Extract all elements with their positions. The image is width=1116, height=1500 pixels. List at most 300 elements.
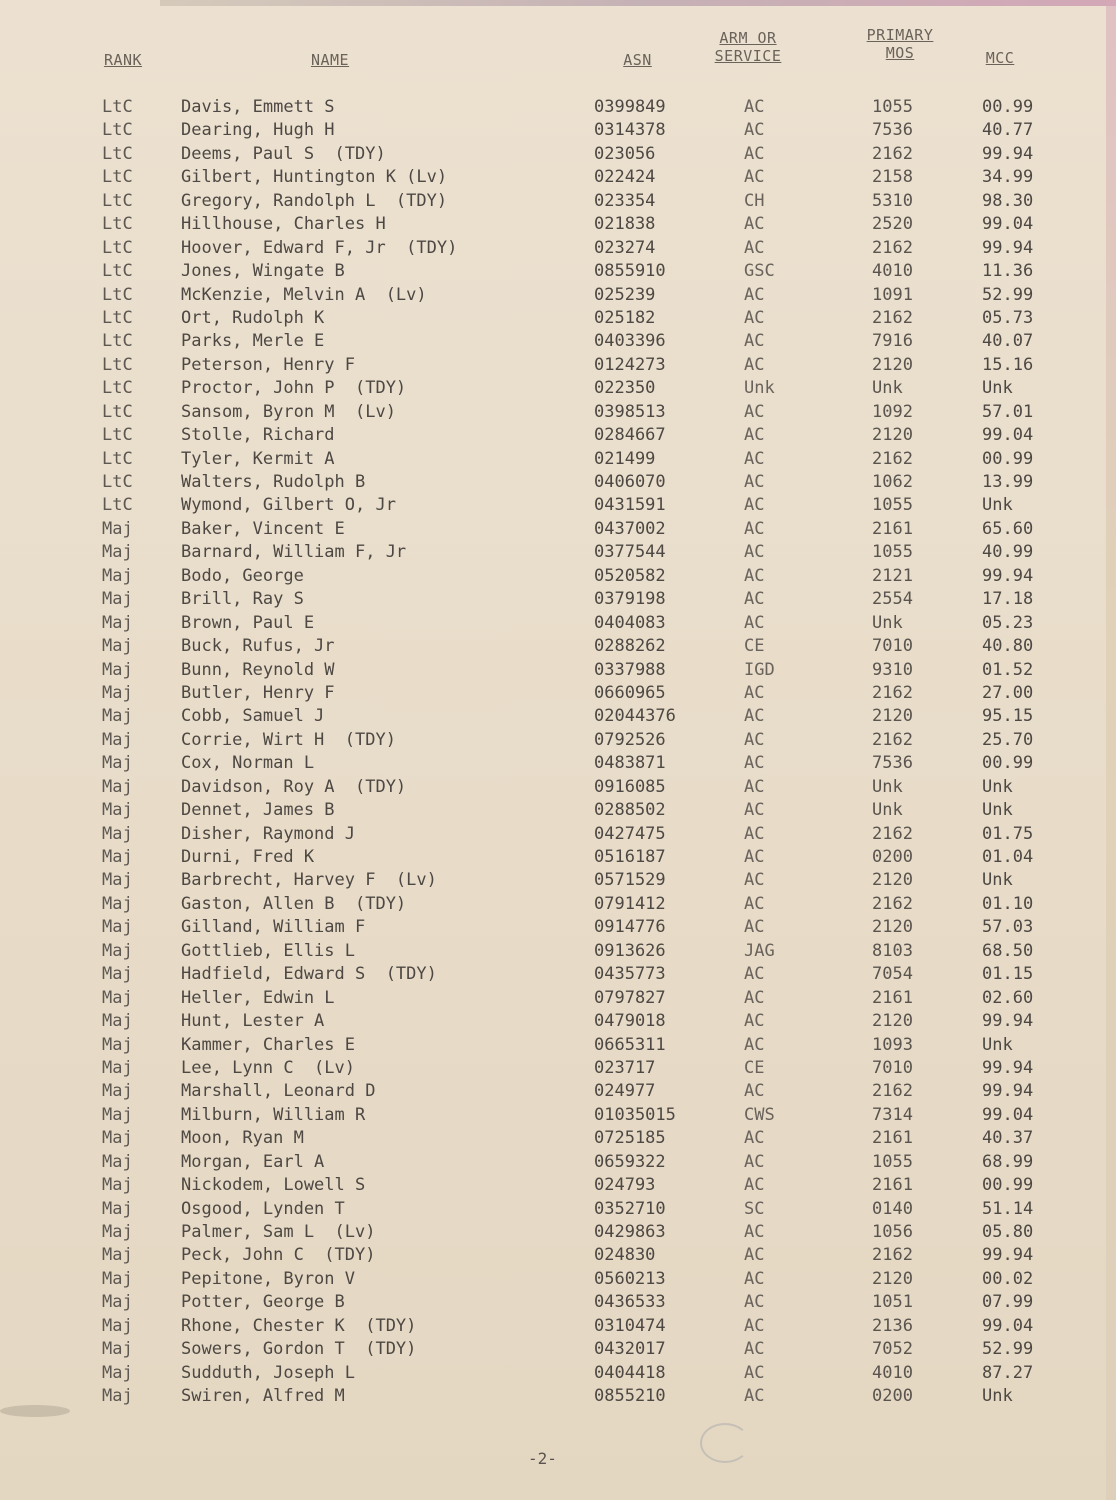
- cell-mos: 1093: [872, 1034, 913, 1055]
- cell-mcc: 99.04: [982, 1315, 1034, 1336]
- cell-name: Buck, Rufus, Jr: [181, 636, 335, 657]
- table-row: [0, 987, 1116, 1010]
- cell-mcc: Unk: [982, 1034, 1013, 1055]
- cell-mcc: 87.27: [982, 1362, 1034, 1383]
- cell-mcc: 07.99: [982, 1292, 1034, 1313]
- cell-asn: 0855210: [594, 1386, 666, 1407]
- cell-name: Disher, Raymond J: [181, 823, 355, 844]
- cell-rank: Maj: [102, 1081, 133, 1102]
- ink-smudge: [700, 1423, 750, 1463]
- cell-mcc: 01.75: [982, 823, 1034, 844]
- cell-rank: Maj: [102, 729, 133, 750]
- cell-asn: 0124273: [594, 354, 666, 375]
- cell-arm: AC: [744, 284, 765, 305]
- table-row: [0, 1385, 1116, 1408]
- table-row: [0, 1315, 1116, 1338]
- cell-asn: 0352710: [594, 1198, 666, 1219]
- cell-name: Peck, John C (TDY): [181, 1245, 376, 1266]
- cell-mos: 2162: [872, 448, 913, 469]
- cell-name: Corrie, Wirt H (TDY): [181, 729, 396, 750]
- header-primary-mos: [850, 26, 950, 62]
- cell-mos: 2120: [872, 1268, 913, 1289]
- cell-mcc: 01.52: [982, 659, 1034, 680]
- cell-mos: 1055: [872, 542, 913, 563]
- cell-mos: Unk: [872, 378, 903, 399]
- cell-rank: Maj: [102, 1034, 133, 1055]
- cell-arm: SC: [744, 1198, 765, 1219]
- cell-arm: AC: [744, 823, 765, 844]
- cell-name: Gaston, Allen B (TDY): [181, 893, 407, 914]
- cell-rank: Maj: [102, 1151, 133, 1172]
- cell-mcc: Unk: [982, 1386, 1013, 1407]
- cell-name: Gilbert, Huntington K (Lv): [181, 167, 448, 188]
- cell-name: Bodo, George: [181, 565, 304, 586]
- cell-arm: AC: [744, 307, 765, 328]
- cell-rank: Maj: [102, 1222, 133, 1242]
- table-row: [0, 869, 1116, 892]
- cell-asn: 0914776: [594, 917, 666, 938]
- cell-asn: 023274: [594, 237, 656, 258]
- cell-rank: Maj: [102, 1011, 133, 1032]
- cell-mos: 1091: [872, 284, 913, 305]
- cell-asn: 0797827: [594, 987, 666, 1008]
- table-row: [0, 659, 1116, 682]
- cell-mos: 1055: [872, 495, 913, 516]
- cell-name: Brill, Ray S: [181, 589, 304, 610]
- cell-asn: 0479018: [594, 1011, 666, 1032]
- cell-rank: LtC: [102, 97, 133, 117]
- table-row: [0, 307, 1116, 330]
- cell-arm: AC: [744, 917, 765, 938]
- cell-arm: AC: [744, 706, 765, 727]
- cell-mos: Unk: [872, 776, 903, 797]
- cell-arm: AC: [744, 682, 765, 703]
- cell-name: Butler, Henry F: [181, 682, 335, 703]
- cell-arm: AC: [744, 1386, 765, 1407]
- cell-arm: AC: [744, 729, 765, 750]
- cell-asn: 01035015: [594, 1104, 676, 1125]
- cell-rank: LtC: [102, 237, 133, 258]
- table-row: [0, 729, 1116, 752]
- cell-mos: 2161: [872, 518, 913, 539]
- cell-rank: Maj: [102, 589, 133, 610]
- cell-mcc: 98.30: [982, 190, 1034, 211]
- cell-name: Moon, Ryan M: [181, 1128, 304, 1149]
- cell-asn: 0377544: [594, 542, 666, 563]
- cell-rank: Maj: [102, 612, 133, 633]
- cell-rank: Maj: [102, 565, 133, 586]
- cell-asn: 0660965: [594, 682, 666, 703]
- cell-name: Milburn, William R: [181, 1104, 366, 1125]
- cell-name: McKenzie, Melvin A (Lv): [181, 284, 427, 305]
- table-row: [0, 1034, 1116, 1057]
- cell-mcc: 00.99: [982, 448, 1034, 469]
- cell-name: Walters, Rudolph B: [181, 472, 366, 492]
- cell-mcc: 95.15: [982, 706, 1034, 727]
- cell-asn: 0310474: [594, 1315, 666, 1336]
- table-row: [0, 518, 1116, 541]
- table-row: [0, 1151, 1116, 1174]
- cell-name: Wymond, Gilbert O, Jr: [181, 495, 396, 516]
- cell-asn: 025239: [594, 284, 656, 305]
- cell-name: Brown, Paul E: [181, 612, 315, 633]
- cell-mos: 7916: [872, 331, 913, 352]
- cell-mos: 2158: [872, 167, 913, 188]
- cell-arm: AC: [744, 472, 765, 492]
- cell-mos: 7054: [872, 964, 913, 985]
- cell-asn: 0379198: [594, 589, 666, 610]
- cell-mcc: 17.18: [982, 589, 1034, 610]
- cell-name: Parks, Merle E: [181, 331, 325, 352]
- cell-mos: 2136: [872, 1315, 913, 1336]
- table-row: [0, 1174, 1116, 1197]
- header-name: [300, 51, 360, 69]
- cell-asn: 023354: [594, 190, 656, 211]
- cell-rank: Maj: [102, 823, 133, 844]
- cell-name: Deems, Paul S (TDY): [181, 143, 386, 164]
- cell-arm: AC: [744, 448, 765, 469]
- cell-asn: 0520582: [594, 565, 666, 586]
- cell-mos: 2161: [872, 1175, 913, 1196]
- cell-mos: 7010: [872, 1057, 913, 1078]
- cell-mcc: 02.60: [982, 987, 1034, 1008]
- cell-mos: 0140: [872, 1198, 913, 1219]
- table-row: [0, 471, 1116, 494]
- cell-rank: Maj: [102, 940, 133, 961]
- cell-arm: AC: [744, 495, 765, 516]
- cell-asn: 021838: [594, 214, 656, 235]
- cell-rank: LtC: [102, 472, 133, 492]
- table-row: [0, 940, 1116, 963]
- cell-name: Gottlieb, Ellis L: [181, 940, 355, 961]
- cell-rank: Maj: [102, 800, 133, 821]
- cell-asn: 022350: [594, 378, 656, 399]
- cell-rank: Maj: [102, 1339, 133, 1360]
- cell-mos: 9310: [872, 659, 913, 680]
- cell-mcc: 00.99: [982, 753, 1034, 774]
- cell-asn: 0432017: [594, 1339, 666, 1360]
- cell-mos: 2162: [872, 729, 913, 750]
- cell-rank: LtC: [102, 120, 133, 141]
- cell-name: Sansom, Byron M (Lv): [181, 401, 396, 422]
- table-row: [0, 494, 1116, 517]
- cell-mos: 1051: [872, 1292, 913, 1313]
- cell-name: Morgan, Earl A: [181, 1151, 325, 1172]
- cell-mos: 2120: [872, 354, 913, 375]
- cell-arm: AC: [744, 120, 765, 141]
- cell-asn: 025182: [594, 307, 656, 328]
- cell-mcc: 99.94: [982, 143, 1034, 164]
- table-row: [0, 1244, 1116, 1267]
- cell-asn: 022424: [594, 167, 656, 188]
- header-arm-line2: SERVICE: [714, 47, 782, 65]
- cell-name: Nickodem, Lowell S: [181, 1175, 366, 1196]
- table-row: [0, 682, 1116, 705]
- cell-asn: 021499: [594, 448, 656, 469]
- cell-rank: LtC: [102, 261, 133, 282]
- table-row: [0, 588, 1116, 611]
- cell-mos: 4010: [872, 261, 913, 282]
- cell-arm: AC: [744, 237, 765, 258]
- cell-asn: 0288262: [594, 636, 666, 657]
- cell-arm: GSC: [744, 261, 775, 282]
- cell-mcc: 99.94: [982, 1057, 1034, 1078]
- cell-mos: 7536: [872, 753, 913, 774]
- cell-rank: Maj: [102, 987, 133, 1008]
- cell-rank: LtC: [102, 284, 133, 305]
- cell-mos: 1092: [872, 401, 913, 422]
- cell-asn: 0792526: [594, 729, 666, 750]
- cell-asn: 0435773: [594, 964, 666, 985]
- cell-arm: CH: [744, 190, 765, 211]
- header-mos-line1: PRIMARY: [866, 26, 934, 44]
- cell-arm: AC: [744, 1128, 765, 1149]
- cell-name: Gilland, William F: [181, 917, 366, 938]
- cell-name: Heller, Edwin L: [181, 987, 335, 1008]
- cell-asn: 0791412: [594, 893, 666, 914]
- cell-asn: 0398513: [594, 401, 666, 422]
- cell-asn: 0560213: [594, 1268, 666, 1289]
- table-row: [0, 166, 1116, 189]
- cell-asn: 0314378: [594, 120, 666, 141]
- header-rank-label: RANK: [103, 51, 143, 69]
- cell-mcc: 25.70: [982, 729, 1034, 750]
- cell-name: Ort, Rudolph K: [181, 307, 325, 328]
- table-row: [0, 237, 1116, 260]
- table-row: [0, 612, 1116, 635]
- cell-mos: 2162: [872, 682, 913, 703]
- cell-arm: CE: [744, 636, 765, 657]
- cell-asn: 0516187: [594, 847, 666, 867]
- cell-asn: 0404083: [594, 612, 666, 633]
- cell-rank: LtC: [102, 167, 133, 188]
- cell-name: Kammer, Charles E: [181, 1034, 355, 1055]
- cell-mcc: 01.04: [982, 847, 1034, 867]
- page-number: -2-: [528, 1449, 557, 1468]
- header-asn-label: ASN: [623, 51, 652, 69]
- cell-arm: AC: [744, 542, 765, 563]
- cell-mos: 2162: [872, 1245, 913, 1266]
- cell-rank: Maj: [102, 682, 133, 703]
- cell-mos: 2162: [872, 143, 913, 164]
- cell-name: Bunn, Reynold W: [181, 659, 335, 680]
- cell-arm: AC: [744, 1151, 765, 1172]
- cell-arm: CWS: [744, 1104, 775, 1125]
- cell-arm: AC: [744, 1362, 765, 1383]
- cell-arm: AC: [744, 800, 765, 821]
- table-row: [0, 213, 1116, 236]
- cell-arm: AC: [744, 987, 765, 1008]
- cell-asn: 0427475: [594, 823, 666, 844]
- cell-asn: 0913626: [594, 940, 666, 961]
- cell-mcc: 52.99: [982, 1339, 1034, 1360]
- header-arm-line1: ARM OR: [719, 29, 777, 47]
- cell-arm: AC: [744, 1081, 765, 1102]
- cell-mos: 2162: [872, 893, 913, 914]
- cell-asn: 0288502: [594, 800, 666, 821]
- cell-rank: Maj: [102, 1175, 133, 1196]
- table-row: [0, 565, 1116, 588]
- cell-rank: Maj: [102, 1104, 133, 1125]
- table-row: [0, 799, 1116, 822]
- cell-mos: 2161: [872, 1128, 913, 1149]
- cell-mos: 4010: [872, 1362, 913, 1383]
- table-row: [0, 96, 1116, 119]
- header-asn: [615, 51, 660, 69]
- cell-mos: 0200: [872, 1386, 913, 1407]
- cell-asn: 0431591: [594, 495, 666, 516]
- cell-rank: Maj: [102, 753, 133, 774]
- cell-arm: AC: [744, 893, 765, 914]
- cell-mcc: 15.16: [982, 354, 1034, 375]
- cell-rank: Maj: [102, 870, 133, 891]
- cell-rank: LtC: [102, 307, 133, 328]
- table-row: [0, 1268, 1116, 1291]
- header-arm-or-service: [698, 29, 798, 65]
- cell-mos: 7052: [872, 1339, 913, 1360]
- cell-asn: 024793: [594, 1175, 656, 1196]
- table-row: [0, 401, 1116, 424]
- cell-rank: Maj: [102, 1128, 133, 1149]
- cell-name: Pepitone, Byron V: [181, 1268, 355, 1289]
- cell-name: Barbrecht, Harvey F (Lv): [181, 870, 437, 891]
- cell-mcc: 00.99: [982, 97, 1034, 117]
- cell-mos: Unk: [872, 612, 903, 633]
- cell-arm: Unk: [744, 378, 775, 399]
- cell-asn: 0429863: [594, 1222, 666, 1242]
- cell-mcc: 00.99: [982, 1175, 1034, 1196]
- cell-mos: 2554: [872, 589, 913, 610]
- cell-arm: AC: [744, 565, 765, 586]
- table-row: [0, 1221, 1116, 1244]
- cell-mcc: Unk: [982, 378, 1013, 399]
- cell-arm: AC: [744, 1315, 765, 1336]
- edge-mark: [0, 1405, 70, 1417]
- cell-asn: 023056: [594, 143, 656, 164]
- cell-asn: 0571529: [594, 870, 666, 891]
- cell-rank: Maj: [102, 636, 133, 657]
- cell-name: Proctor, John P (TDY): [181, 378, 407, 399]
- table-row: [0, 1291, 1116, 1314]
- cell-asn: 0406070: [594, 472, 666, 492]
- cell-rank: LtC: [102, 448, 133, 469]
- cell-mos: 2162: [872, 307, 913, 328]
- cell-rank: Maj: [102, 542, 133, 563]
- table-row: [0, 752, 1116, 775]
- cell-rank: Maj: [102, 1315, 133, 1336]
- cell-name: Swiren, Alfred M: [181, 1386, 345, 1407]
- cell-arm: AC: [744, 776, 765, 797]
- table-row: [0, 284, 1116, 307]
- cell-mos: 2162: [872, 823, 913, 844]
- cell-name: Dennet, James B: [181, 800, 335, 821]
- cell-name: Hunt, Lester A: [181, 1011, 325, 1032]
- cell-name: Jones, Wingate B: [181, 261, 345, 282]
- table-row: [0, 963, 1116, 986]
- cell-mos: 2120: [872, 425, 913, 446]
- cell-mcc: 40.99: [982, 542, 1034, 563]
- cell-mos: 5310: [872, 190, 913, 211]
- cell-mos: 2520: [872, 214, 913, 235]
- cell-mcc: 68.50: [982, 940, 1034, 961]
- cell-mcc: 00.02: [982, 1268, 1034, 1289]
- cell-asn: 0404418: [594, 1362, 666, 1383]
- cell-mcc: 99.04: [982, 1104, 1034, 1125]
- cell-asn: 0916085: [594, 776, 666, 797]
- header-mos-line2: MOS: [885, 44, 915, 62]
- cell-mcc: 05.23: [982, 612, 1034, 633]
- cell-rank: LtC: [102, 354, 133, 375]
- cell-mcc: 40.07: [982, 331, 1034, 352]
- table-row: [0, 1127, 1116, 1150]
- cell-arm: AC: [744, 753, 765, 774]
- cell-mcc: 99.04: [982, 425, 1034, 446]
- cell-rank: Maj: [102, 964, 133, 985]
- cell-arm: AC: [744, 870, 765, 891]
- cell-name: Hoover, Edward F, Jr (TDY): [181, 237, 458, 258]
- table-row: [0, 705, 1116, 728]
- cell-mcc: 99.94: [982, 237, 1034, 258]
- cell-arm: AC: [744, 1292, 765, 1313]
- cell-rank: LtC: [102, 143, 133, 164]
- cell-asn: 0436533: [594, 1292, 666, 1313]
- table-row: [0, 776, 1116, 799]
- table-row: [0, 143, 1116, 166]
- table-row: [0, 377, 1116, 400]
- cell-asn: 0659322: [594, 1151, 666, 1172]
- cell-mos: 7314: [872, 1104, 913, 1125]
- cell-arm: AC: [744, 331, 765, 352]
- cell-arm: AC: [744, 1245, 765, 1266]
- cell-name: Baker, Vincent E: [181, 518, 345, 539]
- cell-name: Hadfield, Edward S (TDY): [181, 964, 437, 985]
- table-row: [0, 260, 1116, 283]
- cell-mos: 1055: [872, 97, 913, 117]
- table-row: [0, 541, 1116, 564]
- cell-rank: LtC: [102, 425, 133, 446]
- cell-arm: AC: [744, 1222, 765, 1242]
- cell-mcc: 40.80: [982, 636, 1034, 657]
- cell-mos: 2161: [872, 987, 913, 1008]
- cell-rank: Maj: [102, 1362, 133, 1383]
- cell-arm: AC: [744, 214, 765, 235]
- cell-name: Peterson, Henry F: [181, 354, 355, 375]
- cell-asn: 024977: [594, 1081, 656, 1102]
- cell-name: Gregory, Randolph L (TDY): [181, 190, 448, 211]
- cell-rank: Maj: [102, 518, 133, 539]
- cell-name: Palmer, Sam L (Lv): [181, 1222, 376, 1242]
- table-row: [0, 1057, 1116, 1080]
- cell-mcc: 65.60: [982, 518, 1034, 539]
- header-name-label: NAME: [310, 51, 350, 69]
- cell-rank: Maj: [102, 706, 133, 727]
- cell-asn: 0399849: [594, 97, 666, 117]
- table-row: [0, 823, 1116, 846]
- cell-rank: LtC: [102, 495, 133, 516]
- table-row: [0, 1198, 1116, 1221]
- cell-mcc: 05.80: [982, 1222, 1034, 1242]
- cell-mcc: 99.94: [982, 1245, 1034, 1266]
- cell-mos: 8103: [872, 940, 913, 961]
- table-row: [0, 119, 1116, 142]
- table-row: [0, 916, 1116, 939]
- cell-arm: AC: [744, 167, 765, 188]
- cell-name: Tyler, Kermit A: [181, 448, 335, 469]
- cell-arm: AC: [744, 589, 765, 610]
- cell-rank: Maj: [102, 1198, 133, 1219]
- cell-mcc: 99.94: [982, 565, 1034, 586]
- cell-arm: AC: [744, 425, 765, 446]
